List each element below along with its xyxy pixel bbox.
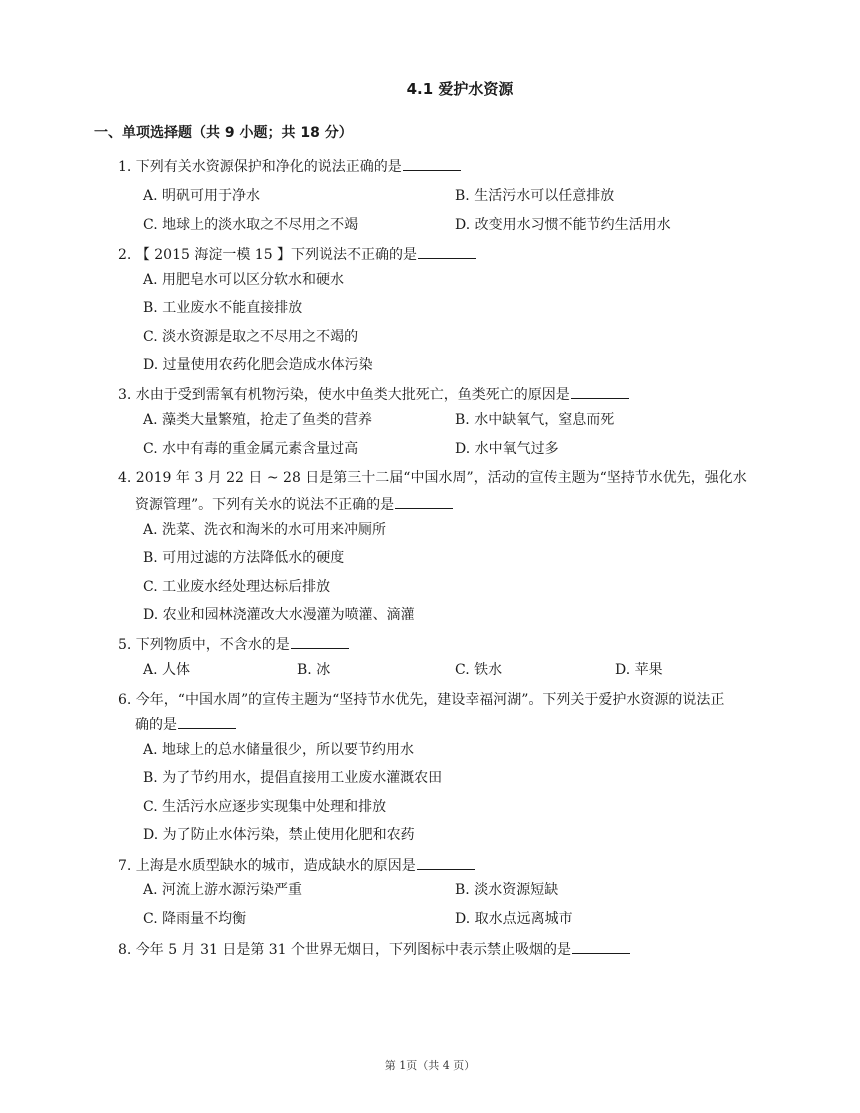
question-stem bbox=[118, 634, 349, 655]
answer-option: B. 水中缺氧气，窒息而死 bbox=[455, 412, 615, 428]
answer-option: D. 苹果 bbox=[615, 662, 663, 678]
question-text: 5. 下列物质中，不含水的是 bbox=[118, 637, 290, 653]
question-text: 1. 下列有关水资源保护和净化的说法正确的是 bbox=[118, 159, 402, 175]
answer-option: A. 河流上游水源污染严重 bbox=[143, 882, 303, 898]
answer-option: B. 工业废水不能直接排放 bbox=[143, 300, 303, 316]
answer-option: C. 铁水 bbox=[455, 662, 503, 678]
answer-option: D. 水中氧气过多 bbox=[455, 441, 559, 457]
question-stem bbox=[118, 244, 476, 265]
question-stem bbox=[118, 156, 461, 177]
answer-blank bbox=[291, 634, 349, 649]
answer-option: C. 生活污水应逐步实现集中处理和排放 bbox=[143, 799, 387, 815]
answer-option: B. 生活污水可以任意排放 bbox=[455, 188, 615, 204]
answer-option: A. 用肥皂水可以区分软水和硬水 bbox=[143, 272, 345, 288]
question-stem bbox=[118, 468, 747, 488]
answer-option: C. 淡水资源是取之不尽用之不竭的 bbox=[143, 329, 359, 345]
answer-option: C. 降雨量不均衡 bbox=[143, 911, 247, 927]
question-text: 6. 今年，“中国水周”的宣传主题为“坚持节水优先，建设幸福河湖”。下列关于爱护水资源的说法正 bbox=[118, 692, 725, 708]
answer-option: B. 冰 bbox=[297, 662, 331, 678]
answer-option: D. 过量使用农药化肥会造成水体污染 bbox=[143, 357, 373, 373]
answer-blank bbox=[403, 156, 461, 171]
answer-blank bbox=[418, 244, 476, 259]
question-text: 7. 上海是水质型缺水的城市，造成缺水的原因是 bbox=[118, 858, 416, 874]
question-text: 2. 【 2015 海淀一模 15 】下列说法不正确的是 bbox=[118, 247, 418, 263]
answer-option: B. 可用过滤的方法降低水的硬度 bbox=[143, 550, 345, 566]
answer-option: A. 明矾可用于净水 bbox=[143, 188, 261, 204]
answer-option: C. 地球上的淡水取之不尽用之不竭 bbox=[143, 217, 359, 233]
question-stem bbox=[135, 494, 453, 515]
question-stem bbox=[118, 939, 630, 960]
answer-blank bbox=[571, 384, 629, 399]
page-title: 4.1 爱护水资源 bbox=[406, 80, 514, 98]
question-text: 3. 水由于受到需氧有机物污染，使水中鱼类大批死亡，鱼类死亡的原因是 bbox=[118, 387, 570, 403]
answer-option: B. 淡水资源短缺 bbox=[455, 882, 559, 898]
answer-option: A. 人体 bbox=[143, 662, 191, 678]
answer-option: B. 为了节约用水，提倡直接用工业废水灌溉农田 bbox=[143, 770, 443, 786]
answer-blank bbox=[178, 714, 236, 729]
answer-option: A. 藻类大量繁殖，抢走了鱼类的营养 bbox=[143, 412, 373, 428]
question-stem bbox=[135, 714, 236, 735]
answer-option: D. 为了防止水体污染，禁止使用化肥和农药 bbox=[143, 827, 415, 843]
question-stem bbox=[118, 384, 629, 405]
section-heading: 一、单项选择题（共 9 小题；共 18 分） bbox=[94, 125, 353, 141]
answer-option: D. 取水点远离城市 bbox=[455, 911, 573, 927]
page-footer: 第 1页（共 4 页） bbox=[384, 1059, 476, 1072]
question-text: 确的是 bbox=[135, 717, 177, 733]
answer-option: C. 水中有毒的重金属元素含量过高 bbox=[143, 441, 359, 457]
question-stem bbox=[118, 690, 724, 710]
question-text: 8. 今年 5 月 31 日是第 31 个世界无烟日，下列图标中表示禁止吸烟的是 bbox=[118, 942, 572, 958]
question-text: 4. 2019 年 3 月 22 日 ~ 28 日是第三十二届“中国水周”，活动的宣传主题为“坚持节水优先，强化水 bbox=[118, 470, 747, 486]
answer-blank bbox=[572, 939, 630, 954]
answer-option: A. 洗菜、洗衣和淘米的水可用来冲厕所 bbox=[143, 522, 387, 538]
answer-option: D. 农业和园林浇灌改大水漫灌为喷灌、滴灌 bbox=[143, 607, 415, 623]
question-stem bbox=[118, 855, 475, 876]
answer-option: C. 工业废水经处理达标后排放 bbox=[143, 579, 331, 595]
answer-blank bbox=[395, 494, 453, 509]
answer-option: A. 地球上的总水储量很少，所以要节约用水 bbox=[143, 742, 415, 758]
question-text: 资源管理”。下列有关水的说法不正确的是 bbox=[135, 497, 395, 513]
answer-option: D. 改变用水习惯不能节约生活用水 bbox=[455, 217, 671, 233]
answer-blank bbox=[417, 855, 475, 870]
